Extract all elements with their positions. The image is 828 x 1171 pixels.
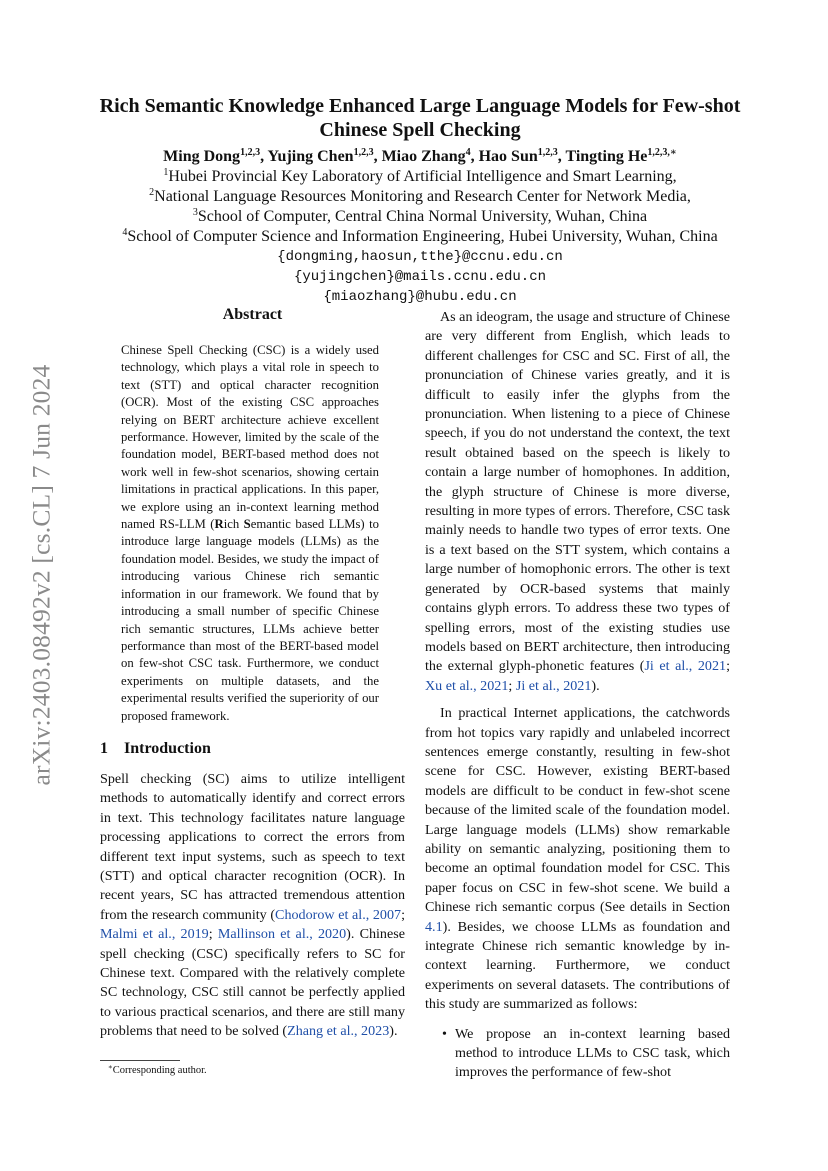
affiliation-text: School of Computer, Central China Normal University, Wuhan, China: [197, 208, 648, 225]
abstract-bold-s: S: [243, 517, 251, 532]
intro-left-column: [100, 770, 405, 1042]
body-text: ;: [508, 677, 516, 694]
citation-link[interactable]: Ji et al., 2021: [515, 677, 592, 694]
section-ref-link[interactable]: 4.1: [425, 918, 443, 935]
footnote-mark: ∗: [108, 1063, 113, 1071]
abstract-body: [121, 342, 379, 725]
citation-link[interactable]: Zhang et al., 2023: [287, 1023, 390, 1040]
intro-paragraph: [100, 770, 405, 1042]
author-name: Ming Dong: [163, 148, 241, 165]
footnote-text: Corresponding author.: [112, 1065, 207, 1076]
body-text: ). Besides, we choose LLMs as foundation and integrate Chinese rich semantic knowledge by in-context learning. Furthermore, we conduct experiments on several datasets. The contributions of this study are summarized as follows:: [425, 918, 730, 1013]
affiliation-text: School of Computer Science and Information Engineering, Hubei University, Wuhan, China: [127, 228, 718, 245]
abstract-text: emantic based LLMs) to introduce large language models (LLMs) as the foundation model. Besides, we study the impact of introducing various Chinese rich semantic information in our framework. We found that by introducing a small number of specific Chinese rich semantic structures, LLMs achieve better performance than most of the BERT-based model on few-shot CSC task. Furthermore, we conduct experiments on multiple datasets, and the experimental results verified the superiority of our proposed framework.: [121, 517, 379, 723]
section-number: 1: [100, 740, 108, 757]
bullet-mark: •: [442, 1025, 447, 1042]
affiliation-text: Hubei Provincial Key Laboratory of Artificial Intelligence and Smart Learning,: [168, 168, 677, 185]
section-heading-introduction: [100, 740, 211, 758]
contribution-list: [425, 1025, 730, 1083]
paper-title: [90, 94, 750, 142]
author-list: [90, 147, 750, 167]
email-line: {yujingchen}@mails.ccnu.edu.cn: [293, 269, 547, 285]
author-separator: ,: [260, 148, 268, 165]
body-text: ;: [726, 658, 730, 675]
affiliation: [90, 227, 750, 247]
citation-link[interactable]: Mallinson et al., 2020: [217, 926, 347, 943]
citation-link[interactable]: Xu et al., 2021: [425, 677, 509, 694]
affiliation-mark: 4: [122, 227, 128, 238]
abstract-bold-r: R: [214, 517, 224, 532]
author-separator: ,: [470, 148, 479, 165]
author-affil-mark: 4: [465, 147, 471, 158]
body-text: In practical Internet applications, the catchwords from hot topics vary rapidly and unlabeled incorrect sentences emerge constantly, resulting in few-shot scene for CSC. However, existing BERT-based models are difficult to be conduct in few-shot scene because of the limited scale of the foundation model. Large language models (LLMs) show remarkable ability on semantic analyzing, positioning them to become an optimal foundation model for CSC. This paper focus on CSC in few-shot scene. We build a Chinese rich semantic corpus (See details in Section: [425, 705, 730, 916]
body-text: ;: [401, 906, 405, 923]
author-name: Yujing Chen: [267, 148, 354, 165]
body-text: ).: [591, 677, 600, 694]
author-affil-mark: 1,2,3: [353, 147, 374, 158]
intro-paragraph: [425, 704, 730, 1015]
body-text: Spell checking (SC) aims to utilize intelligent methods to automatically identify and correct errors in text. This technology facilitates nature language processing applications to correct the errors from different text input systems, such as speech to text (STT) and optical character recognition (OCR). In recent years, SC has attracted tremendous attention from the research community (: [100, 771, 405, 923]
author-separator: ,: [373, 148, 382, 165]
arxiv-stamp-text: arXiv:2403.08492v2 [cs.CL] 7 Jun 2024: [27, 364, 56, 786]
affiliation: [90, 187, 750, 207]
author-name: Miao Zhang: [381, 148, 466, 165]
author-affil-mark: 1,2,3,∗: [647, 147, 677, 158]
affiliation: [90, 167, 750, 187]
intro-right-column: [425, 308, 730, 1083]
author-affil-mark: 1,2,3: [537, 147, 558, 158]
intro-paragraph: [425, 308, 730, 696]
contribution-text: We propose an in-context learning based method to introduce LLMs to CSC task, which improves the performance of few-shot: [455, 1025, 730, 1081]
body-text: As an ideogram, the usage and structure of Chinese are very different from English, which leads to different challenges for CSC and SC. First of all, the pronunciation of Chinese varies greatly, and it is difficult to easily infer the glyphs from the pronunciation. When listening to a piece of Chinese speech, if you do not understand the context, the text result obtained based on the speech is likely to contain a large number of homophones. In addition, the glyph structure of Chinese is more diverse, resulting in more types of errors. Therefore, CSC task mainly needs to handle two types of error texts. One is a text based on the STT system, which contains a large number of homophonic errors. The other is text generated by OCR-based systems that mainly contains glyph errors. To address these two types of spelling errors, most of the existing studies use models based on BERT architecture, then introducing the external glyph-phonetic features (: [425, 309, 731, 675]
author-name: Tingting He: [565, 148, 648, 165]
abstract-text: ich: [223, 517, 244, 532]
body-text: ;: [208, 926, 218, 943]
citation-link[interactable]: Malmi et al., 2019: [100, 926, 209, 943]
abstract-text: Chinese Spell Checking (CSC) is a widely used technology, which plays a vital role in speech to text (STT) and optical character recognition (OCR). Most of the existing CSC approaches relying on BERT architecture achieve excellent performance. However, limited by the scale of the foundation model, BERT-based method does not work well in few-shot scenarios, showing certain limitations in practical applications. In this paper, we explore using an in-context learning method named RS-LLM (: [121, 343, 379, 532]
email-line: {miaozhang}@hubu.edu.cn: [323, 289, 517, 305]
arxiv-stamp: [22, 250, 62, 900]
email-line: {dongming,haosun,tthe}@ccnu.edu.cn: [277, 249, 563, 265]
footnote-rule: [100, 1060, 180, 1061]
contribution-item: [425, 1025, 730, 1083]
affiliation-mark: 2: [149, 187, 155, 198]
affiliation-text: National Language Resources Monitoring and Research Center for Network Media,: [154, 188, 691, 205]
citation-link[interactable]: Ji et al., 2021: [644, 658, 727, 675]
abstract-heading: Abstract: [222, 306, 283, 323]
affiliation-mark: 3: [192, 207, 198, 218]
title-line-2: Chinese Spell Checking: [319, 119, 521, 141]
affiliation: [90, 207, 750, 227]
body-text: ). Chinese spell checking (CSC) specifically refers to SC for Chinese text. Compared with the relatively complete SC technology, CSC still cannot be perfectly applied to various practical scenarios, and there are still many problems that need to be solved (: [100, 926, 405, 1040]
footnote: [108, 1064, 207, 1078]
title-line-1: Rich Semantic Knowledge Enhanced Large Language Models for Few-shot: [99, 95, 741, 117]
citation-link[interactable]: Chodorow et al., 2007: [275, 906, 402, 923]
author-name: Hao Sun: [478, 148, 538, 165]
author-separator: ,: [557, 148, 566, 165]
author-affil-mark: 1,2,3: [240, 147, 261, 158]
section-title: Introduction: [124, 740, 211, 757]
affiliation-mark: 1: [163, 167, 169, 178]
body-text: ).: [389, 1023, 398, 1040]
author-block: [90, 147, 750, 307]
